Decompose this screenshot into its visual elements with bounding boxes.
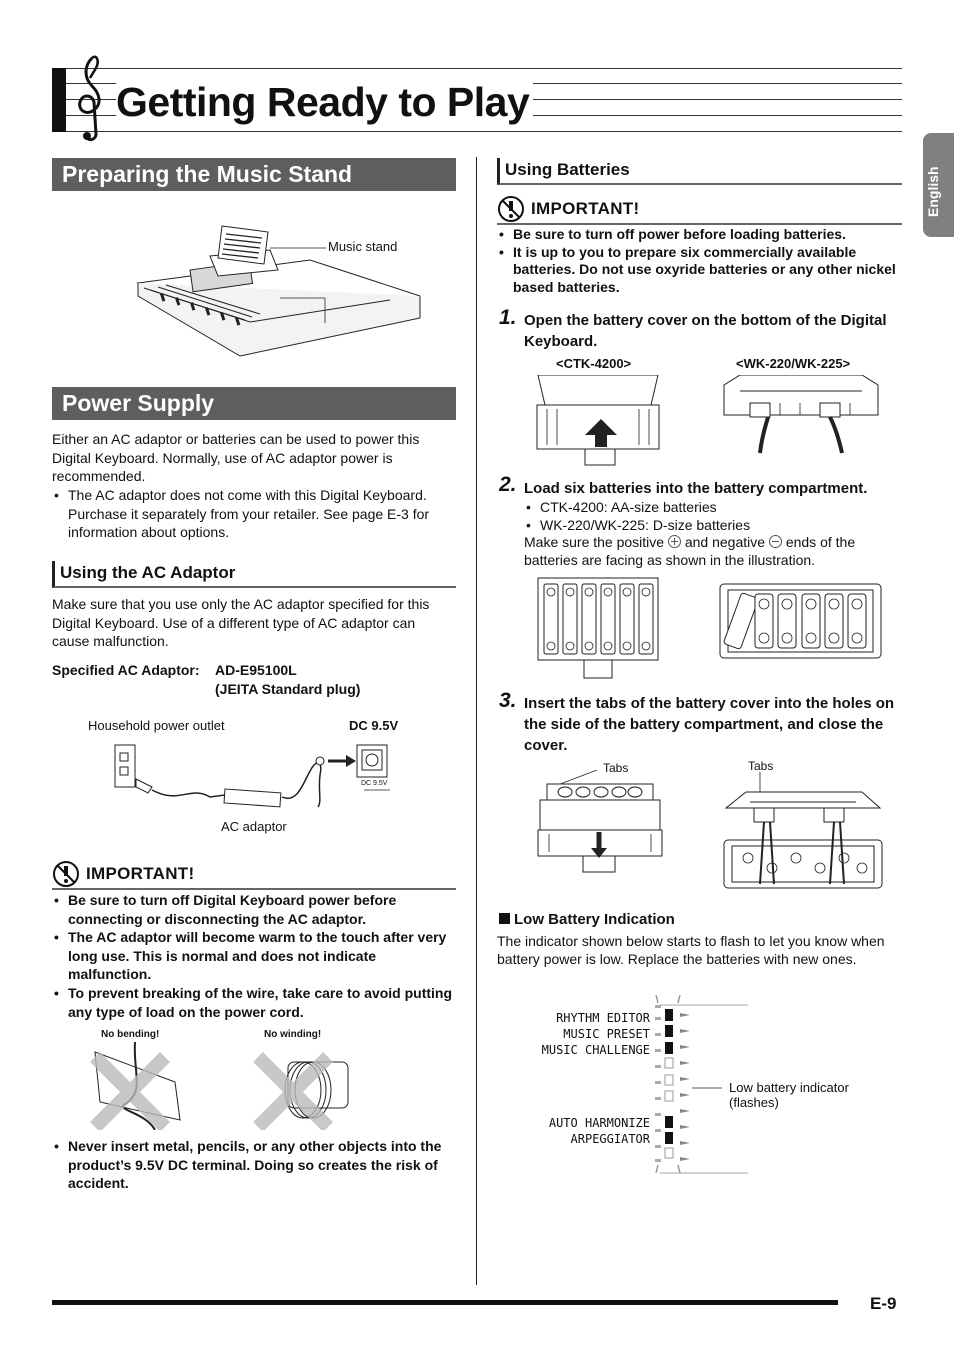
important-battery-item: • Be sure to turn off power before loading batteries.: [497, 226, 902, 244]
footer-rule: [52, 1300, 838, 1305]
tabs-label-ctk: Tabs: [603, 761, 629, 775]
square-bullet-icon: [499, 913, 510, 924]
language-side-tab: [923, 133, 954, 237]
step-2-polarity-note: [524, 534, 900, 569]
low-battery-title: Low Battery Indication: [514, 911, 675, 928]
important-ac-list: [52, 891, 456, 1021]
important-heading-batteries: [497, 195, 902, 225]
subheading-using-batteries: Using Batteries: [497, 158, 902, 185]
ac-adaptor-label: AC adaptor: [221, 819, 287, 834]
spec-plug: (JEITA Standard plug): [215, 681, 361, 697]
spec-label: Specified AC Adaptor:: [52, 662, 200, 678]
no-bending-illustration: [85, 1042, 195, 1130]
ctk-open-cover-illustration: [533, 375, 663, 467]
step-1-number: 1.: [499, 306, 517, 329]
important-ac-item: • The AC adaptor will become warm to the touch after very long use. This is normal and does not indicate malfunction.: [52, 928, 456, 984]
important-icon: [52, 860, 80, 888]
lcd-label: MUSIC PRESET: [563, 1027, 650, 1041]
language-tab-label: English: [925, 166, 941, 217]
important-ac-item: • To prevent breaking of the wire, take care to avoid putting any type of load on the power cord.: [52, 984, 456, 1021]
step-1-text: Open the battery cover on the bottom of the Digital Keyboard.: [524, 312, 887, 350]
important-battery-item: • It is up to you to prepare six commercially available batteries. Do not use oxyride batteries or any other nickel based batteries.: [497, 244, 902, 297]
step-2-number: 2.: [499, 473, 517, 496]
power-bullets: [52, 486, 456, 542]
no-winding-label: No winding!: [264, 1029, 322, 1040]
important-ac-final: [52, 1137, 456, 1193]
treble-clef-icon: [70, 52, 110, 144]
polarity-note-part: and negative: [684, 534, 766, 550]
ctk-battery-layout-illustration: [536, 576, 660, 680]
jack-marking: DC 9.5V: [361, 780, 388, 787]
low-battery-callout-sub: (flashes): [729, 1095, 779, 1110]
ctk-close-cover-illustration: [535, 770, 665, 874]
wk-open-cover-illustration: [720, 375, 882, 457]
important-heading-ac: [52, 860, 456, 890]
battery-size-item: • WK-220/WK-225: D-size batteries: [524, 517, 904, 535]
column-divider: [476, 157, 477, 1285]
section-heading-music-stand: Preparing the Music Stand: [52, 158, 456, 191]
lcd-label: ARPEGGIATOR: [570, 1132, 650, 1146]
important-ac-item: • Be sure to turn off Digital Keyboard power before connecting or disconnecting the AC adaptor.: [52, 891, 456, 928]
subheading-ac-adaptor: Using the AC Adaptor: [52, 561, 456, 588]
ac-adaptor-connection-illustration: [100, 735, 400, 820]
lcd-label: MUSIC CHALLENGE: [541, 1043, 650, 1057]
important-label: IMPORTANT!: [531, 199, 640, 218]
positive-icon: [668, 535, 681, 548]
important-icon: [497, 195, 525, 223]
no-bending-label: No bending!: [101, 1029, 160, 1040]
wk-battery-layout-illustration: [718, 582, 883, 660]
music-stand-label: Music stand: [328, 239, 398, 254]
lcd-labels-bottom: [530, 1115, 650, 1147]
polarity-note-part: ends of the batteries are facing as shown in the illustration.: [524, 534, 856, 568]
power-bullet: • The AC adaptor does not come with this Digital Keyboard. Purchase it separately from your retailer. See page E-3 for information about options.: [52, 486, 456, 542]
low-battery-heading: [499, 911, 675, 928]
battery-size-item: • CTK-4200: AA-size batteries: [524, 499, 904, 517]
page-number: E-9: [870, 1294, 897, 1313]
important-ac-item: • Never insert metal, pencils, or any other objects into the product’s 9.5V DC terminal. Doing so creates the risk of accident.: [52, 1137, 456, 1193]
power-intro: Either an AC adaptor or batteries can be used to power this Digital Keyboard. Normally, use of AC adaptor power is recommended.: [52, 431, 420, 485]
model-ctk-label: <CTK-4200>: [556, 356, 632, 371]
important-batteries-list: [497, 226, 902, 296]
lcd-label: RHYTHM EDITOR: [556, 1011, 650, 1025]
page-title: Getting Ready to Play: [116, 74, 533, 130]
ac-adaptor-text: Make sure that you use only the AC adaptor specified for this Digital Keyboard. Use of a different type of AC adaptor can cause malfunction.: [52, 596, 430, 650]
title-accent-bar: [52, 68, 66, 132]
tabs-label-wk: Tabs: [748, 759, 774, 773]
step-2-text: Load six batteries into the battery compartment.: [524, 480, 868, 497]
lcd-label: AUTO HARMONIZE: [548, 1116, 650, 1130]
important-label: IMPORTANT!: [86, 864, 195, 883]
section-heading-power-supply: Power Supply: [52, 387, 456, 420]
outlet-label: Household power outlet: [88, 718, 225, 733]
polarity-note-part: Make sure the positive: [524, 534, 665, 550]
dc-label: DC 9.5V: [349, 718, 399, 733]
spec-model: AD-E95100L: [215, 662, 297, 678]
lcd-labels-top: [541, 1010, 650, 1058]
negative-icon: [769, 535, 782, 548]
low-battery-callout: Low battery indicator: [729, 1080, 849, 1095]
no-winding-illustration: [248, 1042, 358, 1130]
model-wk-label: <WK-220/WK-225>: [736, 356, 851, 371]
step-3-number: 3.: [499, 689, 517, 712]
low-battery-text: The indicator shown below starts to flash to let you know when battery power is low. Replace the batteries with new ones.: [497, 933, 885, 967]
step-3-text: Insert the tabs of the battery cover into the holes on the side of the battery compartment, and close the cover.: [524, 695, 895, 754]
step-2-sizes: [524, 499, 904, 534]
wk-close-cover-illustration: [720, 772, 885, 894]
